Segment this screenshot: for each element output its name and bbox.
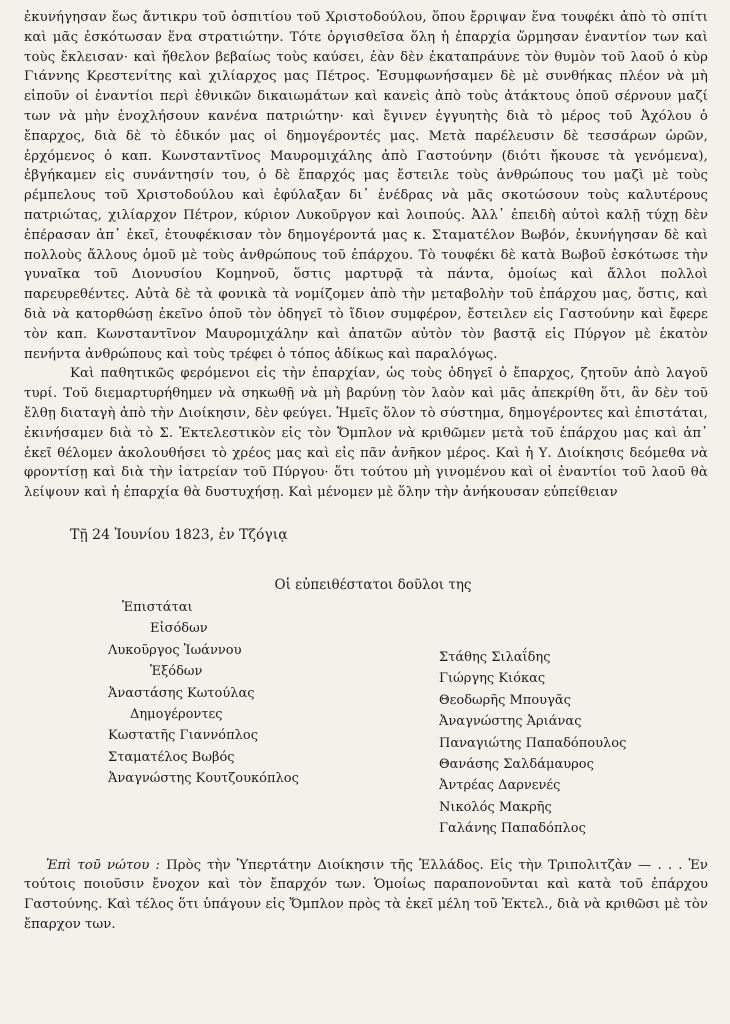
signatory-name: Γιώργης Κιόκας bbox=[439, 671, 546, 687]
signatory-name: Σταματέλος Βωβός bbox=[108, 749, 235, 765]
demogerontes-label: Δημογέροντες bbox=[130, 706, 223, 722]
signatory-name: Νικολός Μακρῆς bbox=[439, 799, 552, 815]
signature-column-right bbox=[419, 597, 708, 840]
signatory-name: Ἀντρέας Δαρνενές bbox=[439, 778, 561, 794]
verso-label: Ἐπὶ τοῦ νώτου : bbox=[46, 857, 161, 873]
verso-text: Πρὸς τὴν Ὑπερτάτην Διοίκησιν τῆς Ἑλλάδος. Εἰς τὴν Τριπολιτζὰν — . . . Ἐν τούτοις ποιοῦσιν ἔνοχον καὶ τὸν ἔπαρχόν των. Ὁμοίως παραπονοῦνται καὶ κατὰ τοῦ ἐπάρχου Γαστούνης. Καὶ τέλος ὅτι ὑπάγουν εἰς Ὄμπλον πρὸς τὰ ἐκεῖ μέλη τοῦ Ἐκτελ., διὰ νὰ κριθῶσι μὲ τὸν ἔπαρχον των. bbox=[24, 857, 708, 932]
body-paragraph-2: Καὶ παθητικῶς φερόμενοι εἰς τὴν ἐπαρχίαν, ὡς τοὺς ὁδηγεῖ ὁ ἔπαρχος, ζητοῦν ἀπὸ λαγοῦ τυρί. Τοῦ διεμαρτυρήθημεν νὰ σηκωθῇ νὰ μὴ βαρύνῃ τὸν λαὸν καὶ μᾶς ἀπεκρίθη ὅτι, ἂν δὲν τοῦ ἔλθῃ διαταγὴ ἀπὸ τὴν Διοίκησιν, δὲν φεύγει. Ἡμεῖς ὅλον τὸ σύστημα, δημογέροντες καὶ ἐπιστάται, ἐκινήσαμεν διὰ τὸ Σ. Ἐκτελεστικὸν εἰς τὸν Ὄμπλον νὰ κριθῶμεν μετὰ τοῦ ἐπάρχου μας καὶ ἀπ᾿ ἐκεῖ θέλομεν ἀκολουθήσει τὸ χρέος μας καὶ εἰς πᾶν ἀνῆκον μέρος. Καὶ ἡ Υ. Διοίκησις δεόμεθα νὰ φροντίσῃ καὶ διὰ τὴν ἰατρείαν τοῦ Πύργου· ὅτι τούτου μὴ γινομένου καὶ οἱ ἐναντίοι τοῦ λαοῦ θὰ λείψουν καὶ ἡ ἐπαρχία θὰ δυστυχήσῃ. Καὶ μένομεν μὲ ὅλην τὴν ἀνήκουσαν εὐπείθειαν bbox=[24, 366, 708, 501]
verso-note bbox=[24, 856, 708, 935]
signatory-name: Παναγιώτης Παπαδόπουλος bbox=[439, 735, 627, 751]
signatory-name: Ἀναγνώστης Κουτζουκόπλος bbox=[108, 771, 299, 787]
signatory-name: Ἀναστάσης Κωτούλας bbox=[108, 685, 255, 701]
signatory-name: Γαλάνης Παπαδόπλος bbox=[439, 821, 586, 837]
signatory-name: Κωστατῆς Γιαννόπλος bbox=[108, 728, 258, 744]
signature-block bbox=[24, 597, 708, 840]
closing-title: Οἱ εὐπειθέστατοι δοῦλοι της bbox=[274, 576, 472, 593]
signatory-name: Θανάσης Σαλδάμαυρος bbox=[439, 756, 594, 772]
body-paragraph-1: ἐκυνήγησαν ἕως ἄντικρυ τοῦ ὀσπιτίου τοῦ Χριστοδούλου, ὅπου ἔρριψαν ἕνα τουφέκι ἀπὸ τὸ σπίτι καὶ μᾶς ἐσκότωσαν ἕνα στρατιώτην. Τότε ὀργισθεῖσα ὅλη ἡ ἐπαρχία ὥρμησαν ἐναντίον των καὶ τοὺς ἔκλεισαν· καὶ ἤθελον βεβαίως τοὺς καύσει, ἐὰν δὲν ἐκαταπράυνε τὸν θυμὸν τοῦ λαοῦ ὁ κὺρ Γιάννης Κρεστενίτης καὶ χιλίαρχος μας Πέτρος. Ἐσυμφωνήσαμεν δὲ μὲ συνθήκας πλέον νὰ μὴ εἰποῦν οἱ ἐναντίοι περὶ ἐθνικῶν δικαιωμάτων καὶ κανεὶς ἀπὸ τοὺς ἀτάκτους ὁποῦ σέρνουν μαζί των νὰ μὴν ἐνοχλήσουν κανένα πατριώτην· καὶ ἔγινεν ἐγγυητὴς διὰ τὸ μέρος τοῦ Ἀχόλου ὁ ἔπαρχος, διὰ δὲ τὸ ἐδικόν μας οἱ δημογέροντές μας. Μετὰ παρέλευσιν δὲ τεσσάρων ὡρῶν, ἐρχόμενος ὁ καπ. Κωνσταντῖνος Μαυρομιχάλης ἀπὸ Γαστούνην (διότι ἤκουσε τὰ γενόμενα), ἐβγήκαμεν εἰς συνάντησίν του, ὁ δὲ ἔπαρχός μας ἔστειλε τοὺς ἀνθρώπους του μαζὶ μὲ τοὺς ρέμπελους τοῦ Χριστοδούλου καὶ ἐφύλαξαν δι᾿ ἐνέδρας νὰ μᾶς σκοτώσουν τοὺς καλυτέρους πατριώτας, χιλίαρχον Πέτρον, κύριον Λυκοῦργον καὶ λοιπούς. Ἀλλ᾿ ἐπειδὴ αὐτοὶ καλῇ τύχῃ δὲν ἐπέρασαν ἀπ᾿ ἐκεῖ, ἐτουφέκισαν τὸν δημογέροντά μας κ. Σταματέλον Βωβόν, ἐκυνήγησαν δὲ καὶ πολλοὺς ἄλλους ὁμοῦ μὲ τοὺς ἀνθρώπους τοῦ ἐπάρχου. Τὸ τουφέκι δὲ κατὰ Βωβοῦ ἐσκότωσε τὴν γυναῖκα τοῦ Διονυσίου Κομηνοῦ, ὅστις μαρτυρᾷ τὰ πάντα, ὁμοίως καὶ ἄλλοι πολλοὶ παρευρεθέντες. Αὐτὰ δὲ τὰ φονικὰ τὰ νομίζομεν ἀπὸ τὴν μεταβολὴν τοῦ ἐπάρχου μας, ὅστις, καὶ διὰ νὰ κατορθώσῃ ἐκεῖνο ὁποῦ τὸν ὁδηγεῖ τὸ ἴδιον συμφέρον, ἔστειλεν εἰς Γαστούνην καὶ ἔφερε τὸν καπ. Κωνσταντῖνον Μαυρομιχάλην καὶ ἀπατῶν αὐτὸν τὸν βαστᾷ εἰς Πύργον μὲ ἑκατὸν πενήντα ἀνθρώπους καὶ τοὺς τρέφει ὁ τόπος ἀδίκως καὶ παραλόγως. bbox=[24, 10, 708, 362]
signature-column-left bbox=[24, 597, 419, 840]
epistatai-label: Ἐπιστάται bbox=[122, 599, 193, 615]
signatory-name: Ἀναγνώστης Ἀριάνας bbox=[439, 714, 582, 730]
dateline: Τῇ 24 Ἰουνίου 1823, ἐν Τζόγιᾳ bbox=[70, 526, 288, 543]
exodon-label: Ἐξόδων bbox=[150, 664, 203, 680]
signatory-name: Λυκοῦργος Ἰωάννου bbox=[108, 642, 242, 658]
signatory-name: Θεοδωρῆς Μπουγᾶς bbox=[439, 692, 571, 708]
eisodon-label: Εἰσόδων bbox=[150, 621, 208, 637]
signatory-name: Στάθης Σιλαΐδης bbox=[439, 649, 551, 665]
